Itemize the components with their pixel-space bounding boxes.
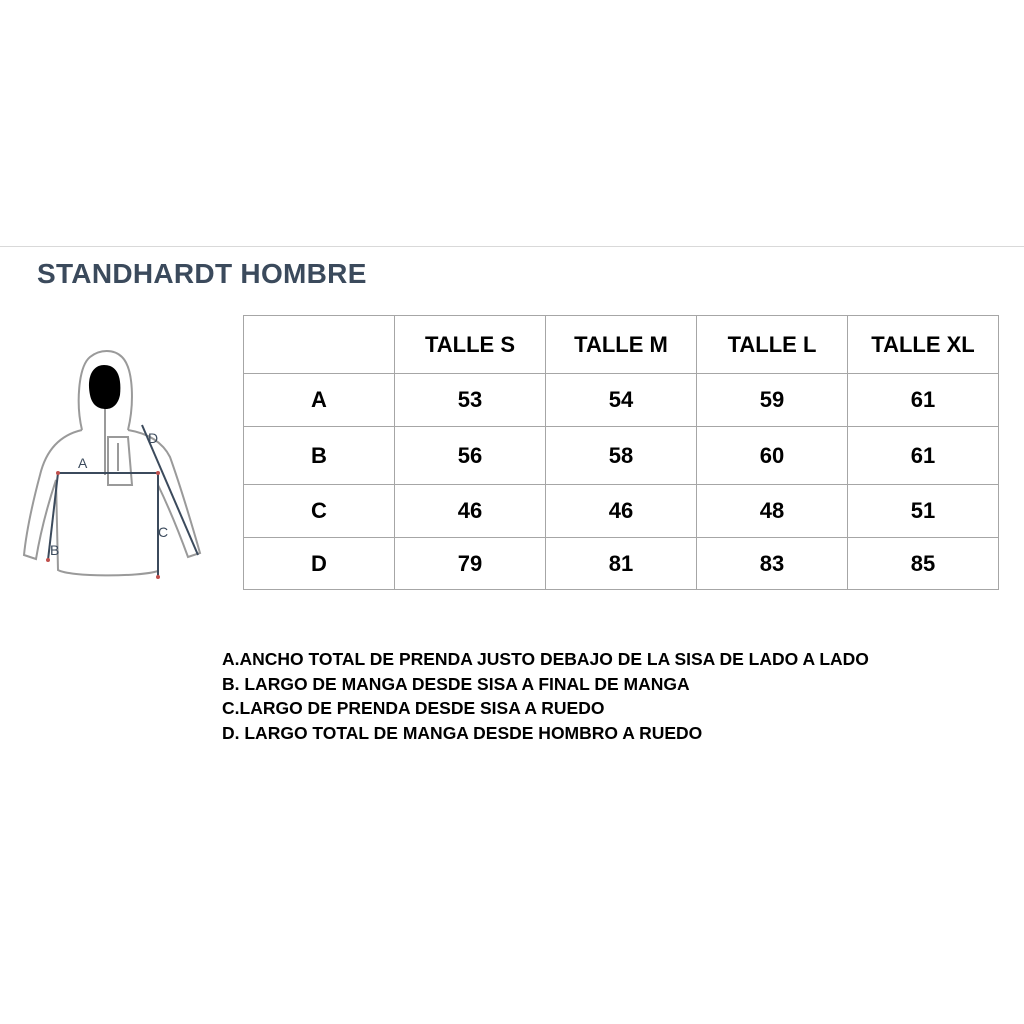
- table-cell: 46: [395, 485, 546, 538]
- table-header-cell: TALLE S: [395, 316, 546, 374]
- table-row: [244, 538, 999, 590]
- table-header-cell: TALLE L: [697, 316, 848, 374]
- label-d: D: [148, 430, 159, 446]
- table-cell: 51: [848, 485, 999, 538]
- table-row: [244, 485, 999, 538]
- table-cell: 48: [697, 485, 848, 538]
- row-label: B: [244, 427, 395, 485]
- table-cell: 54: [546, 374, 697, 427]
- table-cell: 83: [697, 538, 848, 590]
- label-c: C: [158, 524, 169, 540]
- legend-item: C.LARGO DE PRENDA DESDE SISA A RUEDO: [222, 698, 605, 718]
- table-cell: 46: [546, 485, 697, 538]
- top-divider: [0, 246, 1024, 247]
- hoodie-diagram: [20, 345, 210, 585]
- table-cell: 61: [848, 427, 999, 485]
- row-label: D: [244, 538, 395, 590]
- legend-item: D. LARGO TOTAL DE MANGA DESDE HOMBRO A RUEDO: [222, 722, 703, 743]
- legend-item: B. LARGO DE MANGA DESDE SISA A FINAL DE MANGA: [222, 673, 690, 694]
- table-cell: 79: [395, 538, 546, 590]
- row-label: C: [244, 485, 395, 538]
- table-cell: 56: [395, 427, 546, 485]
- table-cell: 60: [697, 427, 848, 485]
- legend-item: A.ANCHO TOTAL DE PRENDA JUSTO DEBAJO DE LA SISA DE LADO A LADO: [222, 649, 869, 669]
- table-row: [244, 427, 999, 485]
- table-row: [244, 374, 999, 427]
- table-header-row: [244, 316, 999, 374]
- table-cell: 61: [848, 374, 999, 427]
- table-cell: 53: [395, 374, 546, 427]
- table-cell: 59: [697, 374, 848, 427]
- table-cell: 58: [546, 427, 697, 485]
- table-header-cell: [244, 316, 395, 374]
- table-header-cell: TALLE XL: [848, 316, 999, 374]
- table-cell: 85: [848, 538, 999, 590]
- table-cell: 81: [546, 538, 697, 590]
- hoodie-measurement-diagram-icon: [20, 345, 210, 585]
- measurement-legend: [222, 647, 869, 745]
- label-a: A: [78, 455, 88, 471]
- page-title: STANDHARDT HOMBRE: [37, 258, 367, 289]
- label-b: B: [50, 542, 60, 558]
- table-header-cell: TALLE M: [546, 316, 697, 374]
- size-table: [243, 315, 999, 590]
- row-label: A: [244, 374, 395, 427]
